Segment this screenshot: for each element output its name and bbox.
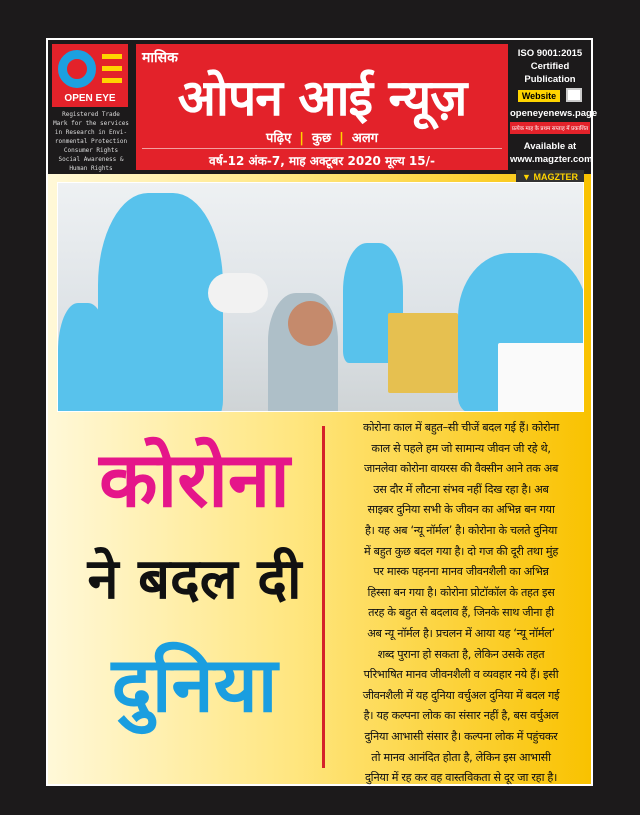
- trademark-text: [50, 110, 132, 173]
- publication-info: [510, 44, 598, 185]
- masthead: [136, 44, 508, 170]
- trademark-line: Human Rights: [69, 165, 113, 172]
- website-link[interactable]: openeyenews.page: [510, 108, 598, 119]
- tagline: पढ़िए | कुछ | अलग: [266, 131, 378, 146]
- trademark-line: Mark for the services: [53, 120, 129, 127]
- magzter-logo: ▼ MAGZTER: [516, 170, 584, 184]
- article-line: परिभाषित मानव जीवनशैली व व्यवहार नये हैं। इसी: [363, 668, 559, 682]
- article-line: है। यह अब ‘न्यू नॉर्मल’ है। कोरोना के चलते दुनिया: [365, 523, 557, 537]
- trademark-line: Social Awareness &: [58, 156, 124, 163]
- article-line: साइबर दुनिया सभी के जीवन का अभिन्न बन गया: [367, 503, 555, 517]
- article-line: कोरोना काल में बहुत–सी चीजें बदल गई हैं। कोरोना: [362, 421, 559, 434]
- magzter-name: MAGZTER: [533, 172, 578, 182]
- article-line: शब्द पुराना हो सकता है, लेकिन उसके तहत: [377, 647, 545, 661]
- publication-schedule: प्रत्येक माह के प्रथम सप्ताह में प्रकाशित: [510, 122, 590, 134]
- magazine-cover: [46, 38, 598, 786]
- cover-photo: [57, 182, 584, 412]
- headline-line: कोरोना: [99, 435, 290, 524]
- tagline-word: कुछ: [312, 131, 332, 146]
- article-text: [330, 418, 592, 789]
- eye-ring-icon: [58, 50, 96, 88]
- certified-label: Certified Publication: [524, 61, 576, 85]
- magazine-title: ओपन आई न्यूज़: [177, 69, 467, 127]
- headline-line: दुनिया: [111, 640, 278, 729]
- article-line: तो मानव आनंदित होता है, लेकिन इस आभासी: [371, 750, 551, 764]
- logo-bar: [102, 66, 122, 71]
- frequency: मासिक: [142, 50, 178, 66]
- article-line: है। यह कल्पना लोक का संसार नहीं है, बस वर्चुअल: [363, 709, 559, 723]
- article-line: अब न्यू नॉर्मल है। प्रचलन में आया यह ‘न्यू नॉर्मल’: [367, 626, 555, 640]
- open-eye-logo: [52, 44, 128, 107]
- qr-code-icon: [566, 88, 582, 102]
- issue-info: वर्ष-12 अंक-7, माह अक्टूबर 2020 मूल्य 15/-: [209, 154, 435, 168]
- article-line: काल से पहले हम जो सामान्य जीवन जी रहे थे,: [371, 441, 551, 455]
- logo-name: OPEN EYE: [64, 93, 116, 104]
- article-line: दुनिया आभासी संसार है। कल्पना लोक में पहुंचकर: [364, 729, 558, 743]
- trademark-line: in Research in Envi-: [54, 129, 128, 136]
- tagline-word: अलग: [351, 131, 378, 146]
- trademark-line: Registered Trade: [62, 111, 120, 118]
- article-line: दुनिया में रह कर वह वास्तविकता से दूर जा रहा है।: [364, 771, 558, 785]
- logo-bar: [102, 78, 122, 83]
- tagline-word: पढ़िए: [266, 131, 292, 146]
- article-line: में बहुत कुछ बदल गया है। दो गज की दूरी तथा मुंह: [364, 544, 558, 558]
- article-line: जानलेवा कोरोना वायरस की वैक्सीन आने तक अब: [363, 462, 559, 476]
- trademark-line: Consumer Rights: [63, 147, 119, 154]
- headline: [62, 425, 327, 745]
- article-line: हिस्सा बन गया है। कोरोना प्रोटॉकॉल के तहत इस: [367, 585, 555, 599]
- article-line: तरह के बहुत से बदलाव हैं, जिनके साथ जीना ही: [368, 606, 554, 620]
- trademark-line: ronmental Protection: [54, 138, 128, 145]
- article-line: जीवनशैली में यह दुनिया वर्चुअल दुनिया में बदल गई: [362, 688, 560, 702]
- article-line: उस दौर में लौटना संभव नहीं दिख रहा है। अब: [373, 482, 549, 496]
- divider: [142, 148, 502, 149]
- header: [48, 40, 598, 182]
- magzter-link[interactable]: www.magzter.com: [510, 154, 593, 165]
- website-button[interactable]: Website: [518, 90, 560, 102]
- iso-label: ISO 9001:2015: [517, 48, 583, 59]
- logo-bar: [102, 54, 122, 59]
- article-line: पर मास्क पहनना मानव जीवनशैली का अभिन्न: [373, 565, 549, 579]
- headline-line: ने बदल दी: [87, 547, 302, 612]
- available-label: Available at: [523, 141, 577, 152]
